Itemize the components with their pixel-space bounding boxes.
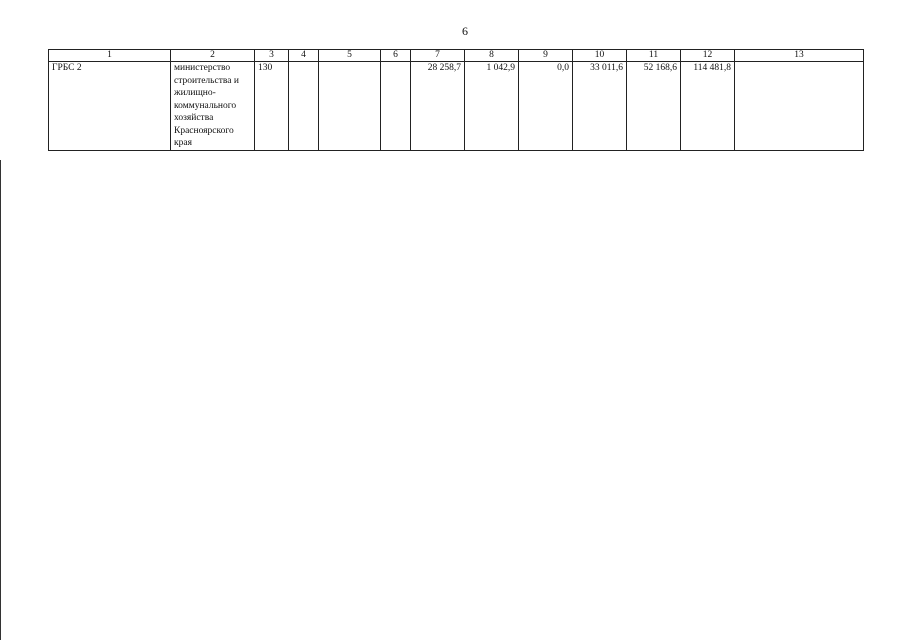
column-header-1: 1: [49, 50, 171, 62]
column-header-13: 13: [735, 50, 864, 62]
ministry-name-line: хозяйства: [174, 113, 214, 123]
cell-col12: 114 481,8: [681, 62, 735, 151]
column-header-7: 7: [411, 50, 465, 62]
cell-col9: 0,0: [519, 62, 573, 151]
ministry-name-line: жилищно-: [174, 88, 216, 98]
table-row: [49, 62, 864, 151]
ministry-name-line: края: [174, 138, 192, 148]
cell-grbs-code: ГРБС 2: [49, 62, 171, 151]
ministry-name-line: строительства и: [174, 75, 239, 86]
header-row: [49, 50, 864, 62]
column-header-9: 9: [519, 50, 573, 62]
ministry-name-line: Красноярского: [174, 125, 234, 136]
cell-col6: [381, 62, 411, 151]
budget-table: [48, 49, 864, 151]
cell-ministry-name: [171, 62, 255, 151]
page-number: 6: [462, 24, 468, 38]
cell-col8: 1 042,9: [465, 62, 519, 151]
column-header-8: 8: [465, 50, 519, 62]
cell-col7: 28 258,7: [411, 62, 465, 151]
cell-col13: [735, 62, 864, 151]
column-header-12: 12: [681, 50, 735, 62]
column-header-11: 11: [627, 50, 681, 62]
column-header-2: 2: [171, 50, 255, 62]
cell-col4: [289, 62, 319, 151]
cell-code: 130: [255, 62, 289, 151]
cell-col10: 33 011,6: [573, 62, 627, 151]
column-header-10: 10: [573, 50, 627, 62]
column-header-3: 3: [255, 50, 289, 62]
page-edge-line: [0, 160, 1, 640]
ministry-name-line: коммунального: [174, 100, 237, 111]
column-header-4: 4: [289, 50, 319, 62]
ministry-name-line: министерство: [174, 63, 231, 73]
column-header-5: 5: [319, 50, 381, 62]
column-header-6: 6: [381, 50, 411, 62]
cell-col11: 52 168,6: [627, 62, 681, 151]
cell-col5: [319, 62, 381, 151]
